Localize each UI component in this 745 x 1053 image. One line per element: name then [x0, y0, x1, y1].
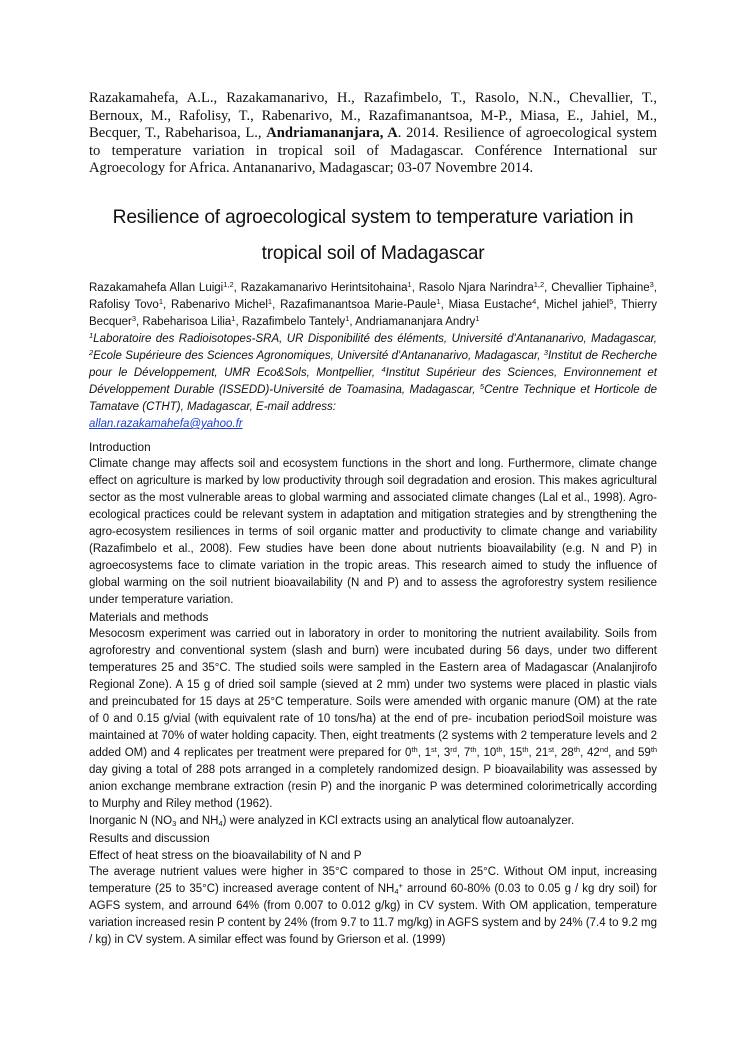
author-affiliation-mark: 1,2: [533, 279, 545, 289]
author-affiliation-mark: 1: [231, 313, 236, 323]
results-text-a: The average nutrient values were higher in 35°C compared to those in 25°C. Without OM input, increasing temperature (25 to 35°C) increased average content of NH: [89, 865, 657, 895]
citation-authors: Razakamahefa, A.L., Razakamanarivo, H., Razafimbelo, T., Rasolo, N.N., Chevallier, T., Bernoux, M., Rafolisy, T., Rabenarivo, M., Razafimanantsoa, M-P., Miasa, E., Jahiel, M., Becquer, T., Rabeharisoa, L.,: [89, 90, 657, 142]
citation-details: . 2014. Resilience of agroecological system to temperature variation in tropical soil of Madagascar. Conférence International sur Agroecology for Africa. Antananarivo, Madagascar; 03-07 Novembre 2014.: [89, 125, 657, 177]
author-affiliation-mark: 1: [345, 313, 350, 323]
author-affiliation-mark: 1: [407, 279, 412, 289]
day-number: 7: [463, 746, 471, 759]
day-ordinal: th: [470, 744, 477, 754]
day-number: 10: [483, 746, 497, 759]
day-number: 15: [509, 746, 523, 759]
day-separator: ,: [502, 746, 510, 759]
author-list: Razakamahefa Allan Luigi$^{1,2}$, Razakamanarivo Herintsitohaina$^1$, Rasolo Njara Narindra$^{1,2}$, Chevallier Tiphaine$^3$, Rafolisy Tovo$^1$, Rabenarivo Michel$^1$, Razafimanantsoa Marie-Paule$^1$, Miasa Eustache$^4$, Michel jahiel$^5$, Thierry Becquer$^3$, Rabeharisoa Lilia$^1$, Razafimbelo Tantely$^1$, Andriamananjara Andry$^1$: [89, 279, 658, 328]
affiliation-text: Centre Technique et Horticole de Tamatave (CTHT), Madagascar, E-mail address:: [89, 383, 657, 413]
affiliation-number: 4: [381, 364, 386, 374]
paper-page: [89, 90, 657, 949]
day-number: 1: [424, 746, 432, 759]
affiliation-text: Institut de Recherche pour le Développement, UMR Eco&Sols, Montpellier,: [89, 349, 658, 379]
author-name: Thierry Becquer: [89, 298, 658, 328]
author-name: Michel jahiel: [544, 298, 610, 311]
affiliation-text: Laboratoire des Radioisotopes-SRA, UR Disponibilité des éléments, Université d'Antananarivo, Madagascar,: [93, 332, 657, 345]
day-ordinal: th: [496, 744, 503, 754]
paper-title: Resilience of agroecological system to temperature variation in tropical soil of Madagascar: [112, 206, 634, 264]
day-separator: ,: [554, 746, 562, 759]
results-heading: Results and discussion: [89, 830, 210, 845]
methods-text-b: day giving a total of 288 pots arranged in a completely randomized design. P bioavailability was assessed by anion exchange membrane extraction (resin P) and the inorganic P was determined colorimetrically according to Murphy and Riley method (1962).: [89, 763, 657, 810]
inorganic-text-c: ) were analyzed in KCl extracts using an analytical flow autoanalyzer.: [222, 814, 575, 827]
author-affiliation-mark: 5: [609, 296, 614, 306]
nh4-superscript: +: [398, 880, 403, 890]
methods-text-a: Mesocosm experiment was carried out in laboratory in order to monitoring the nutrient availability. Soils from agroforestry and conventional system (slash and burn) were incubated during 56 days, under two different temperatures 25 and 35°C. The studied soils were sampled in the Eastern area of Madagascar (Analanjirofo Regional Zone). A 15 g of dried soil sample (sieved at 2 mm) under two systems were placed in plastic vials and preincubated for 15 days at 25°C temperature. Soils were amended with organic manure (OM) at the rate of 0 and 0.15 g/vial (with equivalent rate of 10 tons/ha) at the end of pre- incubation periodSoil moisture was maintained at 70% of water holding capacity. Then, eight treatments (2 systems with 2 temperature levels and 2 added OM) and 4 replicates per treatment were prepared for: [89, 627, 657, 759]
day-number: 21: [535, 746, 549, 759]
email-link[interactable]: allan.razakamahefa@yahoo.fr: [89, 417, 243, 430]
nh4-subscript: 4: [218, 818, 223, 828]
author-name: Chevallier Tiphaine: [551, 281, 650, 294]
inorganic-text-b: and NH: [176, 814, 219, 827]
day-number: 28: [561, 746, 574, 759]
day-ordinal: rd: [450, 744, 457, 754]
introduction-text: Climate change may affects soil and ecosystem functions in the short and long. Furthermore, climate change effect on agriculture is marked by low productivity through soil degradation and erosion. This makes agricultural sector as the most vulnerable areas to global warming and associated climate changes (Lal et al., 1998). Agro-ecological practices could be relevant system in adaptation and mitigation strategies and by strengthening the agro-ecosystem resiliences in terms of soil organic matter and productivity to climate change and variability (Razafimbelo et al., 2008). Few studies have been done about nutrients bioavailability (e.g. N and P) in agroecosystems face to climate variation in the tropic areas. This research aimed to study the influence of global warming on the soil nutrient bioavailability (N and P) and to assess the agroforestry system resilience under temperature variation.: [89, 457, 657, 606]
day-number: 59: [638, 746, 651, 759]
day-ordinal: st: [548, 744, 555, 754]
affiliations: [89, 331, 657, 433]
author-name: Razakamahefa Allan Luigi: [89, 281, 224, 294]
results-text: [89, 864, 657, 949]
methods-text: [89, 626, 657, 813]
sampling-days: [405, 744, 658, 759]
author-affiliation-mark: 1: [475, 313, 480, 323]
affiliation-number: 5: [479, 381, 485, 391]
results-subheading: Effect of heat stress on the bioavailability of N and P: [89, 847, 362, 862]
affiliation-number: 2: [89, 347, 94, 357]
author-name: Rasolo Njara Narindra: [418, 281, 534, 294]
nh4-subscript: 4: [394, 886, 399, 896]
day-separator: ,: [417, 746, 425, 759]
affiliation-text: Ecole Supérieure des Sciences Agronomiques, Université d'Antananarivo, Madagascar,: [93, 349, 544, 362]
citation-bold-author: Andriamananjara, A: [266, 125, 398, 142]
author-name: Miasa Eustache: [448, 298, 533, 311]
affiliation-text: Institut Supérieur des Sciences, Environnement et Développement Durable (ISSEDD)-Université de Toamasina, Madagascar,: [89, 366, 657, 396]
author-affiliation-mark: 1: [436, 296, 441, 306]
day-separator: ,: [580, 746, 588, 759]
author-affiliation-mark: 1: [267, 296, 273, 306]
author-affiliation-mark: 3: [649, 279, 654, 289]
affiliation-number: 1: [89, 330, 94, 340]
methods-heading: Materials and methods: [89, 609, 209, 624]
affiliation-number: 3: [543, 347, 548, 357]
day-ordinal: th: [522, 744, 529, 754]
author-name: Rabenarivo Michel: [171, 298, 268, 311]
author-affiliation-mark: 1: [158, 296, 163, 306]
introduction-heading: Introduction: [89, 439, 151, 454]
author-name: Razakamanarivo Herintsitohaina: [240, 281, 408, 294]
citation: [89, 90, 657, 178]
author-name: Rafolisy Tovo: [89, 298, 159, 311]
day-number: 42: [587, 746, 600, 759]
day-number: 0: [405, 746, 412, 759]
day-separator: , and: [608, 746, 639, 759]
author-affiliation-mark: 3: [131, 313, 137, 323]
inorganic-text-a: Inorganic N (NO: [89, 814, 173, 827]
day-separator: ,: [456, 746, 464, 759]
author-name: Rabeharisoa Lilia: [142, 315, 232, 328]
inorganic-n-text: [89, 813, 657, 830]
author-name: Razafimbelo Tantely: [241, 315, 346, 328]
day-ordinal: th: [650, 744, 658, 754]
day-ordinal: nd: [599, 744, 609, 754]
no3-subscript: 3: [172, 818, 177, 828]
day-ordinal: th: [573, 744, 581, 754]
results-text-b: arround 60-80% (0.03 to 0.05 g / kg dry soil) for AGFS system, and arround 64% (from 0.007 to 0.012 g/kg) in CV system. With OM application, temperature variation increased resin P content by 24% (from 9.7 to 11.7 mg/kg) in AGFS system and by 24% (7.4 to 9.2 mg / kg) in CV system. A similar effect was found by Grierson et al. (1999): [89, 882, 657, 946]
author-affiliation-mark: 4: [532, 296, 537, 306]
day-number: 3: [443, 746, 451, 759]
author-affiliation-mark: 1,2: [223, 279, 234, 289]
author-name: Andriamananjara Andry: [355, 315, 476, 328]
day-separator: ,: [436, 746, 444, 759]
day-ordinal: st: [431, 744, 437, 754]
day-separator: ,: [528, 746, 536, 759]
author-name: Razafimanantsoa Marie-Paule: [280, 298, 437, 311]
day-ordinal: th: [411, 744, 418, 754]
day-separator: ,: [476, 746, 484, 759]
